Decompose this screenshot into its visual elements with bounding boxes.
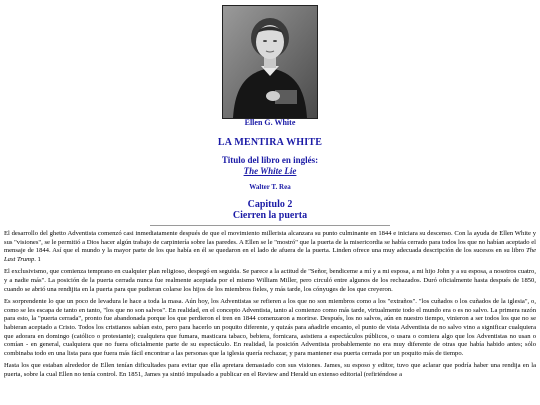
paragraph: El exclusivismo, que comienza temprano en cualquier plan religioso, despegó en seguida. Se parece a la actitud de "Señor, bendiceme a mí y a mi esposa, a mi hijo John y a su esposa, a nosotros cuatro, y a nadie más". La posición de la puerta cerrada nunca fue realmente aceptada por el mismo William Miller, pero circuló entre algunos de los rechazados. Duró oficialmente hasta después de 1850, cuando se abrió una rendijita en la puerta para que pudieran colarse los hijos de los miembros fieles, y más tarde, los cónyuges de los que creyeron. [4, 268, 536, 293]
horizontal-divider [150, 225, 390, 226]
paragraph: Es sorprendente lo que un poco de levadura le hace a toda la masa. Aún hoy, los Adventistas se refieren a los que no son miembros como a los "extraños". "los cuñados o los cuñados de la iglesia", o, como se les escapa de tanto en tanto, "los que no son salvos". En realidad, en el concepto Adventista, tanto al comienzo como más tarde, virtualmente todo el mundo era o es no salvo. La primera razón para esto, la "puerta cerrada", pronto fue abandonada porque los que perdieron el tren en 1844 comenzaron a morirse. Después, los no salvos, aún en nuestro tiempo, vinieron a ser todos los que no se habieran aceptado a Cristo. Todos los cristianos sabían esto, pero para hacerlo un poquito diferente, y quizás para añadirle encanto, el punto de vista Adventista de no salvo vino a significar cualquiera que adorara en domingo (católico o protestante); cualquiera que fumara, masticara tabaco, bebiera, fornicara, asistiera a espectáculos públicos, o usara o comiera algo que los Adventistas no usan o comían - en general, cualquiera que no fuera oficialmente parte de su espectáculo. En realidad, la posición Adventista probablemente no era muy diferente de otras que había habido antes; sólo combinaba todo en una lista para que fuera más fácil encontrar a las personas que la iglesia quería rechazar, y para mantener esa puerta cerrada por un poquito más de tiempo. [4, 298, 536, 357]
portrait-photo-icon [222, 5, 318, 119]
chapter-heading [0, 199, 540, 221]
original-book-link[interactable]: The White Lie [243, 166, 297, 176]
chapter-body [4, 230, 536, 384]
subtitle [0, 155, 540, 177]
paragraph: El desarrollo del ghetto Adventista comenzó casi inmediatamente después de que el movimiento millerista alcanzara su punto culminante en 1844 e iniciara su descenso. Con la ayuda de Ellen White y sus "visiones", se le permitió a Dios hacer algún trabajo de carpintería sobre las paredes. A Ellen se le "mostró" que la puerta de la misericordia se había cerrado para todos los que no habían aceptado el mensaje de 1844. Así que el mundo y la mayor parte de los que había en él se quedaron en el lado de afuera de la puerta. Linden ofrece una muy adecuada descripción de los sucesos en su libro The Last Trump. 1 [4, 230, 536, 263]
paragraph: Hasta los que estaban alrededor de Ellen tenían dificultades para evitar que ella apretara demasiado con sus visiones. James, su esposo y editor, tuvo que aclarar que podría haber una rendija en la puerta, sobre la cual Ellen no tenía control. En 1851, James ya sintió impulsado a publicar en el Review and Herald un extenso editorial (refiriéndose a [4, 362, 536, 378]
page-title: LA MENTIRA WHITE [217, 137, 323, 148]
subtitle-label: Titulo del libro en inglés: [221, 155, 319, 165]
book-title-emphasis: The Last Trump [4, 247, 536, 263]
chapter-number: Capitulo 2 [247, 199, 293, 210]
chapter-name: Cierren la puerta [232, 210, 308, 221]
portrait-caption: Ellen G. White [244, 118, 296, 127]
author-name: Walter T. Rea [249, 183, 291, 191]
